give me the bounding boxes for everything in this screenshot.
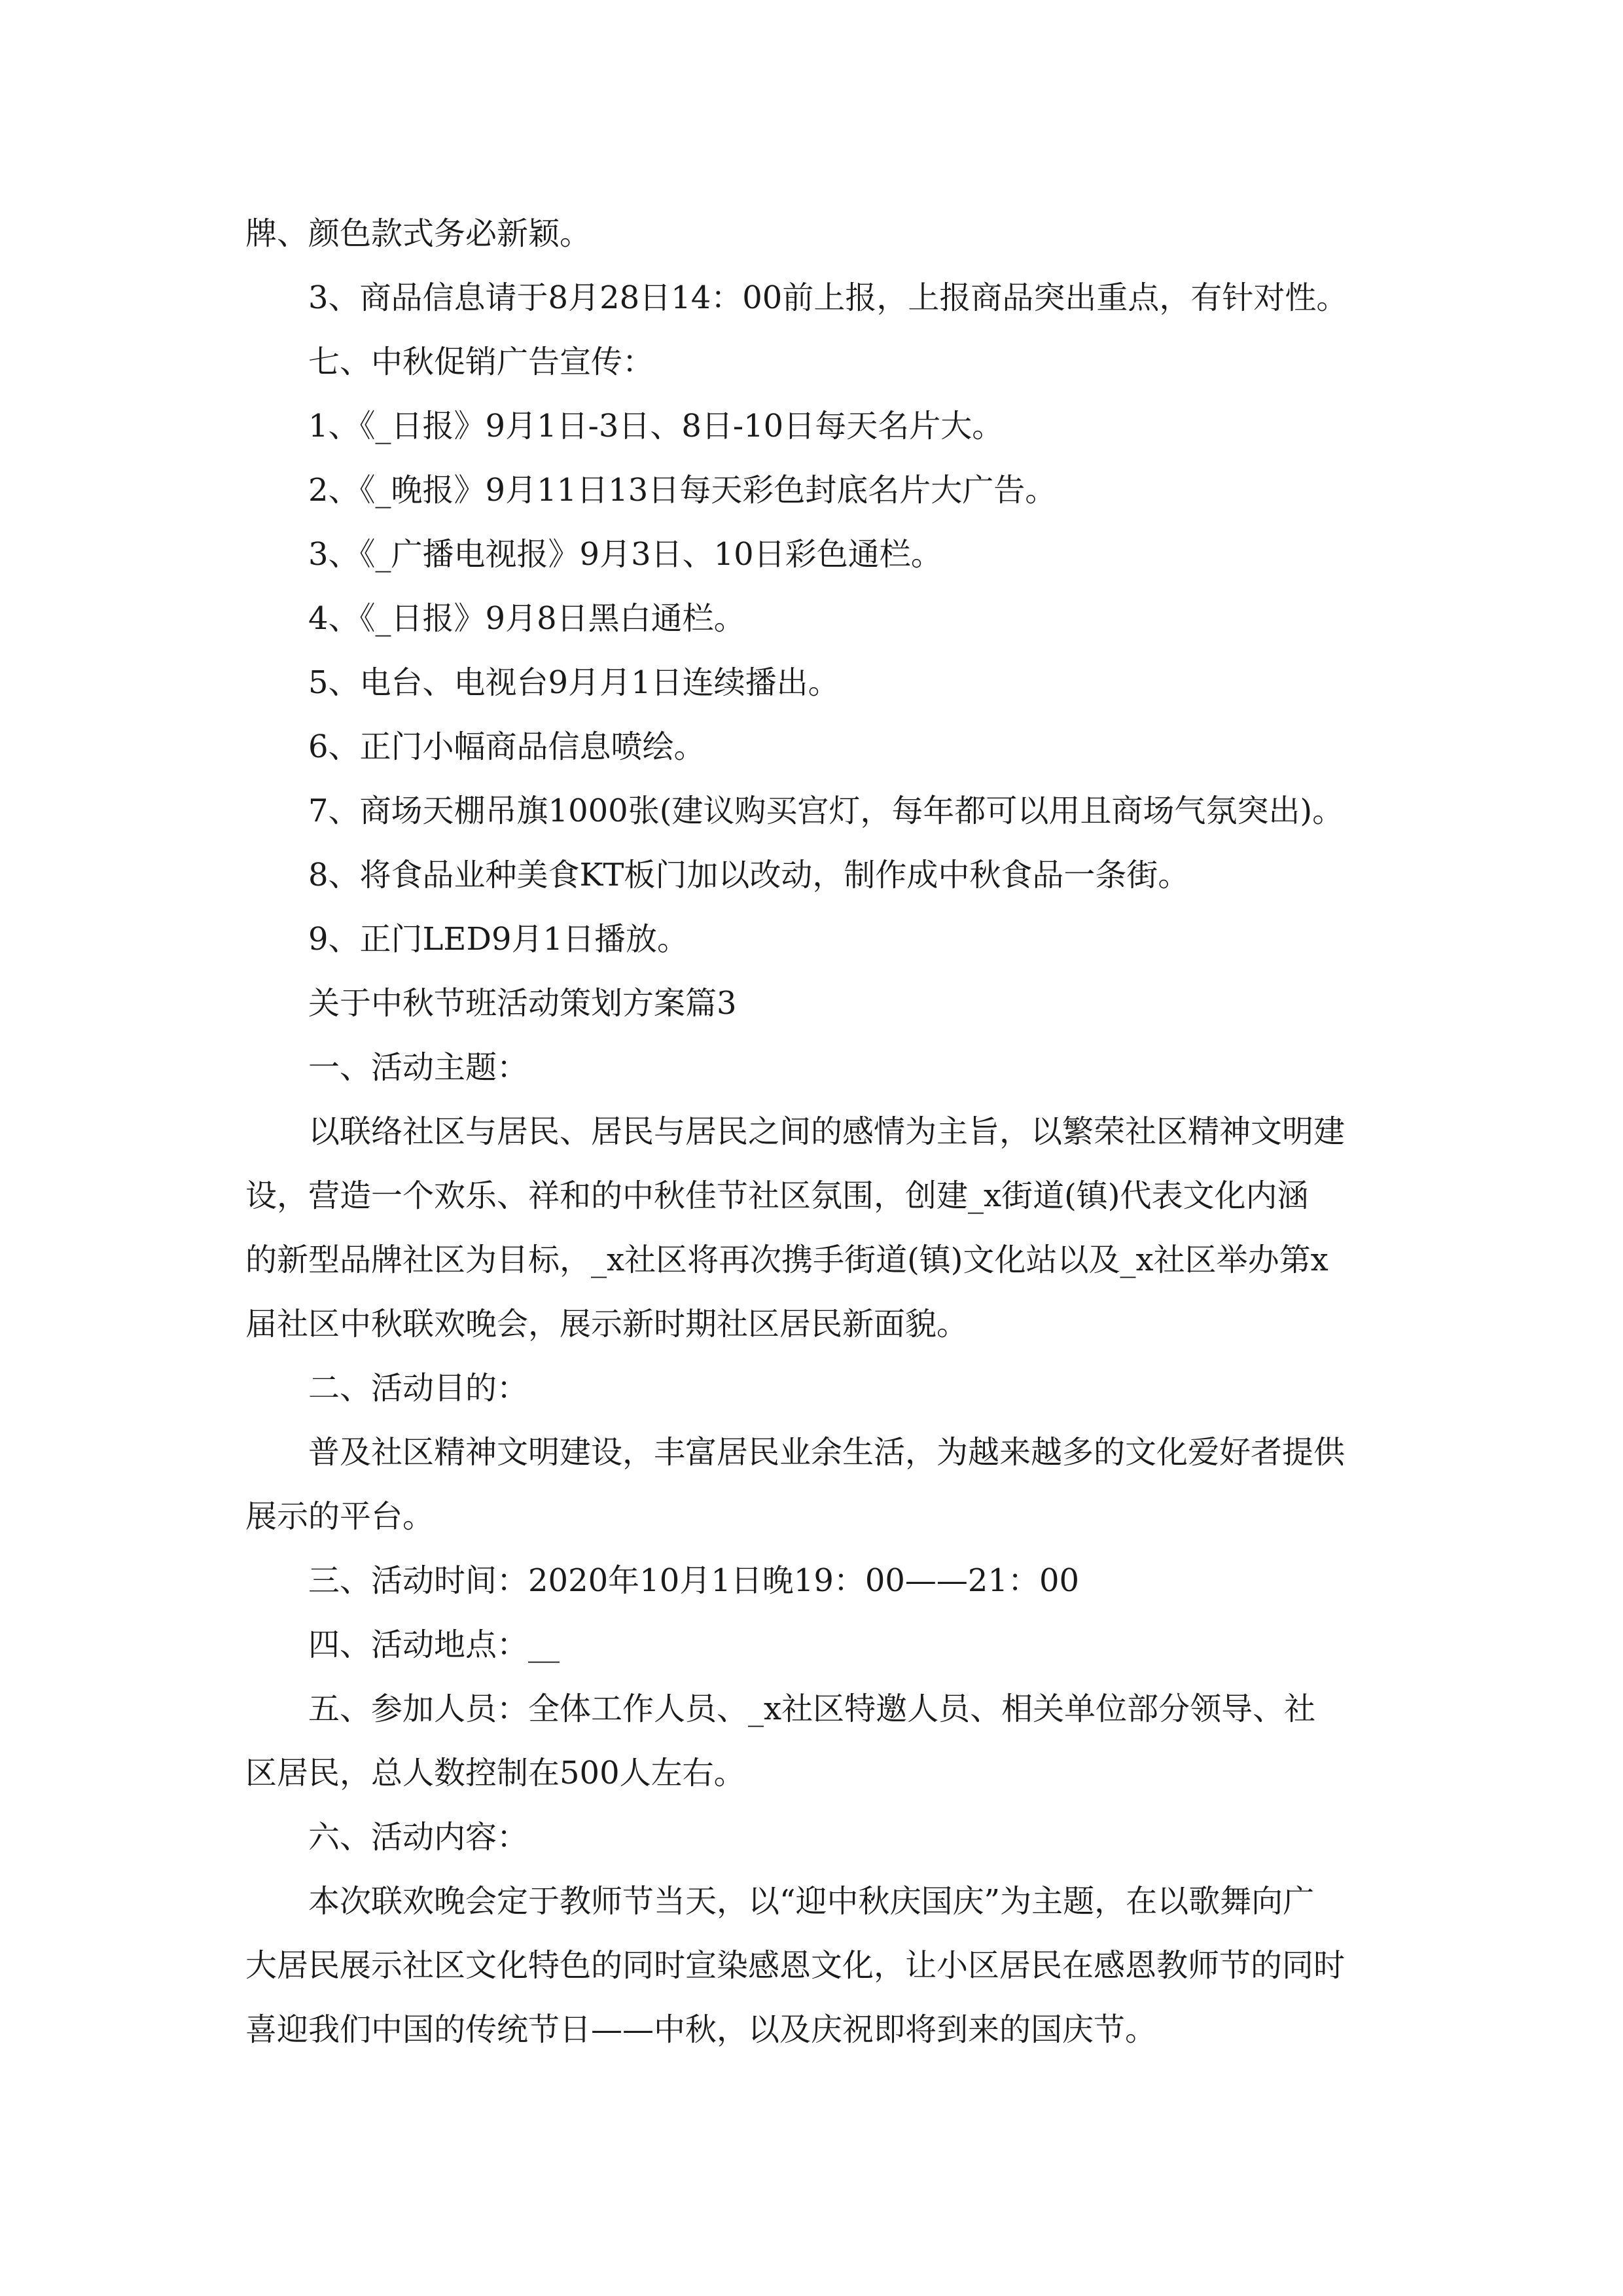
paragraph-line: 的新型品牌社区为目标，_x社区将再次携手街道(镇)文化站以及_x社区举办第x (245, 1242, 1329, 1278)
list-item: 4、《_日报》9月8日黑白通栏。 (308, 600, 745, 637)
list-item: 5、电台、电视台9月月1日连续播出。 (308, 664, 840, 701)
paragraph-line: 喜迎我们中国的传统节日——中秋，以及庆祝即将到来的国庆节。 (245, 2011, 1157, 2048)
paragraph-line: 大居民展示社区文化特色的同时宣染感恩文化，让小区居民在感恩教师节的同时 (245, 1947, 1346, 1984)
paragraph-line: 以联络社区与居民、居民与居民之间的感情为主旨，以繁荣社区精神文明建 (308, 1113, 1346, 1150)
section-heading: 二、活动目的： (308, 1370, 529, 1407)
paragraph-line: 届社区中秋联欢晚会，展示新时期社区居民新面貌。 (245, 1306, 969, 1342)
paragraph-line: 普及社区精神文明建设，丰富居民业余生活，为越来越多的文化爱好者提供 (308, 1434, 1346, 1471)
list-item: 3、《_广播电视报》9月3日、10日彩色通栏。 (308, 536, 942, 573)
document-body (245, 202, 1384, 2062)
document-subtitle: 关于中秋节班活动策划方案篇3 (308, 985, 737, 1022)
list-item: 9、正门LED9月1日播放。 (308, 921, 689, 958)
paragraph-line: 展示的平台。 (245, 1498, 435, 1535)
list-item: 2、《_晚报》9月11日13日每天彩色封底名片大广告。 (308, 472, 1057, 509)
list-item: 7、商场天棚吊旗1000张(建议购买宫灯，每年都可以用且商场气氛突出)。 (308, 793, 1344, 829)
paragraph-line: 区居民，总人数控制在500人左右。 (245, 1755, 745, 1791)
section-heading: 六、活动内容： (308, 1819, 529, 1856)
list-item: 3、商品信息请于8月28日14：00前上报，上报商品突出重点，有针对性。 (308, 279, 1348, 316)
list-item: 8、将食品业种美食KT板门加以改动，制作成中秋食品一条街。 (308, 857, 1190, 893)
section-heading: 四、活动地点：__ (308, 1626, 560, 1663)
paragraph-line: 本次联欢晚会定于教师节当天，以“迎中秋庆国庆”为主题，在以歌舞向广 (308, 1883, 1315, 1920)
paragraph-line: 设，营造一个欢乐、祥和的中秋佳节社区氛围，创建_x街道(镇)代表文化内涵 (245, 1177, 1309, 1214)
paragraph-line: 五、参加人员：全体工作人员、_x社区特邀人员、相关单位部分领导、社 (308, 1691, 1316, 1727)
list-item: 6、正门小幅商品信息喷绘。 (308, 728, 705, 765)
section-heading: 一、活动主题： (308, 1049, 529, 1086)
section-heading: 七、中秋促销广告宣传： (308, 344, 654, 380)
section-heading: 三、活动时间：2020年10月1日晚19：00——21：00 (308, 1562, 1080, 1599)
text-line: 牌、颜色款式务必新颖。 (245, 215, 592, 252)
list-item: 1、《_日报》9月1日-3日、8日-10日每天名片大。 (308, 408, 1004, 444)
